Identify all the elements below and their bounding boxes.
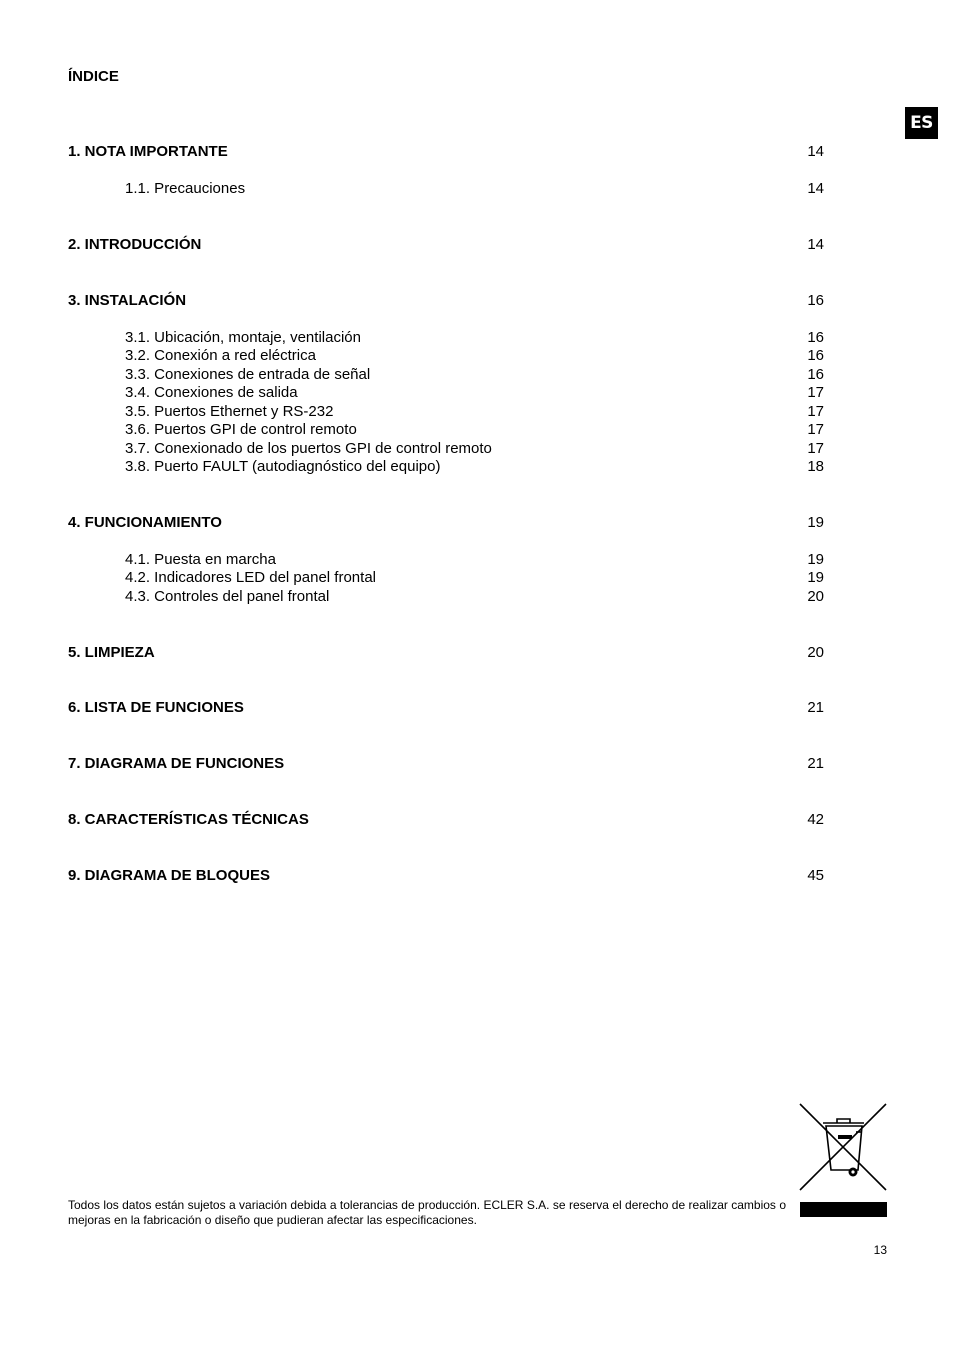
toc-page-3-7: 17 [807, 440, 824, 457]
toc-item-4-3: 4.3. Controles del panel frontal [125, 588, 330, 605]
toc-page-3-4: 17 [807, 384, 824, 401]
toc-heading-4: 4. FUNCIONAMIENTO [68, 514, 222, 531]
toc-page-2: 14 [807, 236, 824, 253]
toc-page-3-8: 18 [807, 458, 824, 475]
toc-page-4-3: 20 [807, 588, 824, 605]
toc-item-3-4: 3.4. Conexiones de salida [125, 384, 298, 401]
toc-page-3: 16 [807, 292, 824, 309]
toc-heading-1: 1. NOTA IMPORTANTE [68, 143, 228, 160]
toc-page-4: 19 [807, 514, 824, 531]
page-number: 13 [873, 1243, 887, 1257]
toc-item-1-1: 1.1. Precauciones [125, 180, 246, 197]
toc-page-3-1: 16 [807, 329, 824, 346]
toc-page-3-5: 17 [807, 403, 824, 420]
footer-disclaimer: Todos los datos están sujetos a variación debida a tolerancias de producción. ECLER S.A. se reserva el derecho de realizar cambios o mejoras en la fabricación o diseño que pudieran afectar las especificaciones. [68, 1198, 786, 1227]
toc-page-8: 42 [807, 811, 824, 828]
toc-page-5: 20 [807, 644, 824, 661]
toc-heading-9: 9. DIAGRAMA DE BLOQUES [68, 867, 270, 884]
toc-page-3-6: 17 [807, 421, 824, 438]
toc-page-1-1: 14 [807, 180, 824, 197]
page-title: ÍNDICE [68, 68, 119, 85]
toc-page-6: 21 [807, 699, 824, 716]
crossed-out-wheelie-bin-icon [798, 1102, 888, 1192]
toc-item-3-6: 3.6. Puertos GPI de control remoto [125, 421, 357, 438]
toc-item-4-1: 4.1. Puesta en marcha [125, 551, 276, 568]
toc-page-9: 45 [807, 867, 824, 884]
toc-heading-7: 7. DIAGRAMA DE FUNCIONES [68, 755, 285, 772]
toc-item-3-7: 3.7. Conexionado de los puertos GPI de control remoto [125, 440, 492, 457]
toc-page-4-2: 19 [807, 569, 824, 586]
weee-bar [800, 1202, 887, 1217]
toc-page-3-3: 16 [807, 366, 824, 383]
toc-page-7: 21 [807, 755, 824, 772]
toc-item-3-1: 3.1. Ubicación, montaje, ventilación [125, 329, 361, 346]
toc-heading-2: 2. INTRODUCCIÓN [68, 236, 202, 253]
toc-page-3-2: 16 [807, 347, 824, 364]
toc-item-4-2: 4.2. Indicadores LED del panel frontal [125, 569, 376, 586]
toc-heading-5: 5. LIMPIEZA [68, 644, 155, 661]
toc-heading-3: 3. INSTALACIÓN [68, 292, 187, 309]
toc-page-1: 14 [807, 143, 824, 160]
toc-heading-6: 6. LISTA DE FUNCIONES [68, 699, 244, 716]
toc-page-4-1: 19 [807, 551, 824, 568]
language-badge: ES [905, 107, 938, 139]
toc-item-3-5: 3.5. Puertos Ethernet y RS-232 [125, 403, 334, 420]
toc-item-3-8: 3.8. Puerto FAULT (autodiagnóstico del equipo) [125, 458, 441, 475]
toc-heading-8: 8. CARACTERÍSTICAS TÉCNICAS [68, 811, 309, 828]
toc-item-3-2: 3.2. Conexión a red eléctrica [125, 347, 316, 364]
toc-item-3-3: 3.3. Conexiones de entrada de señal [125, 366, 371, 383]
